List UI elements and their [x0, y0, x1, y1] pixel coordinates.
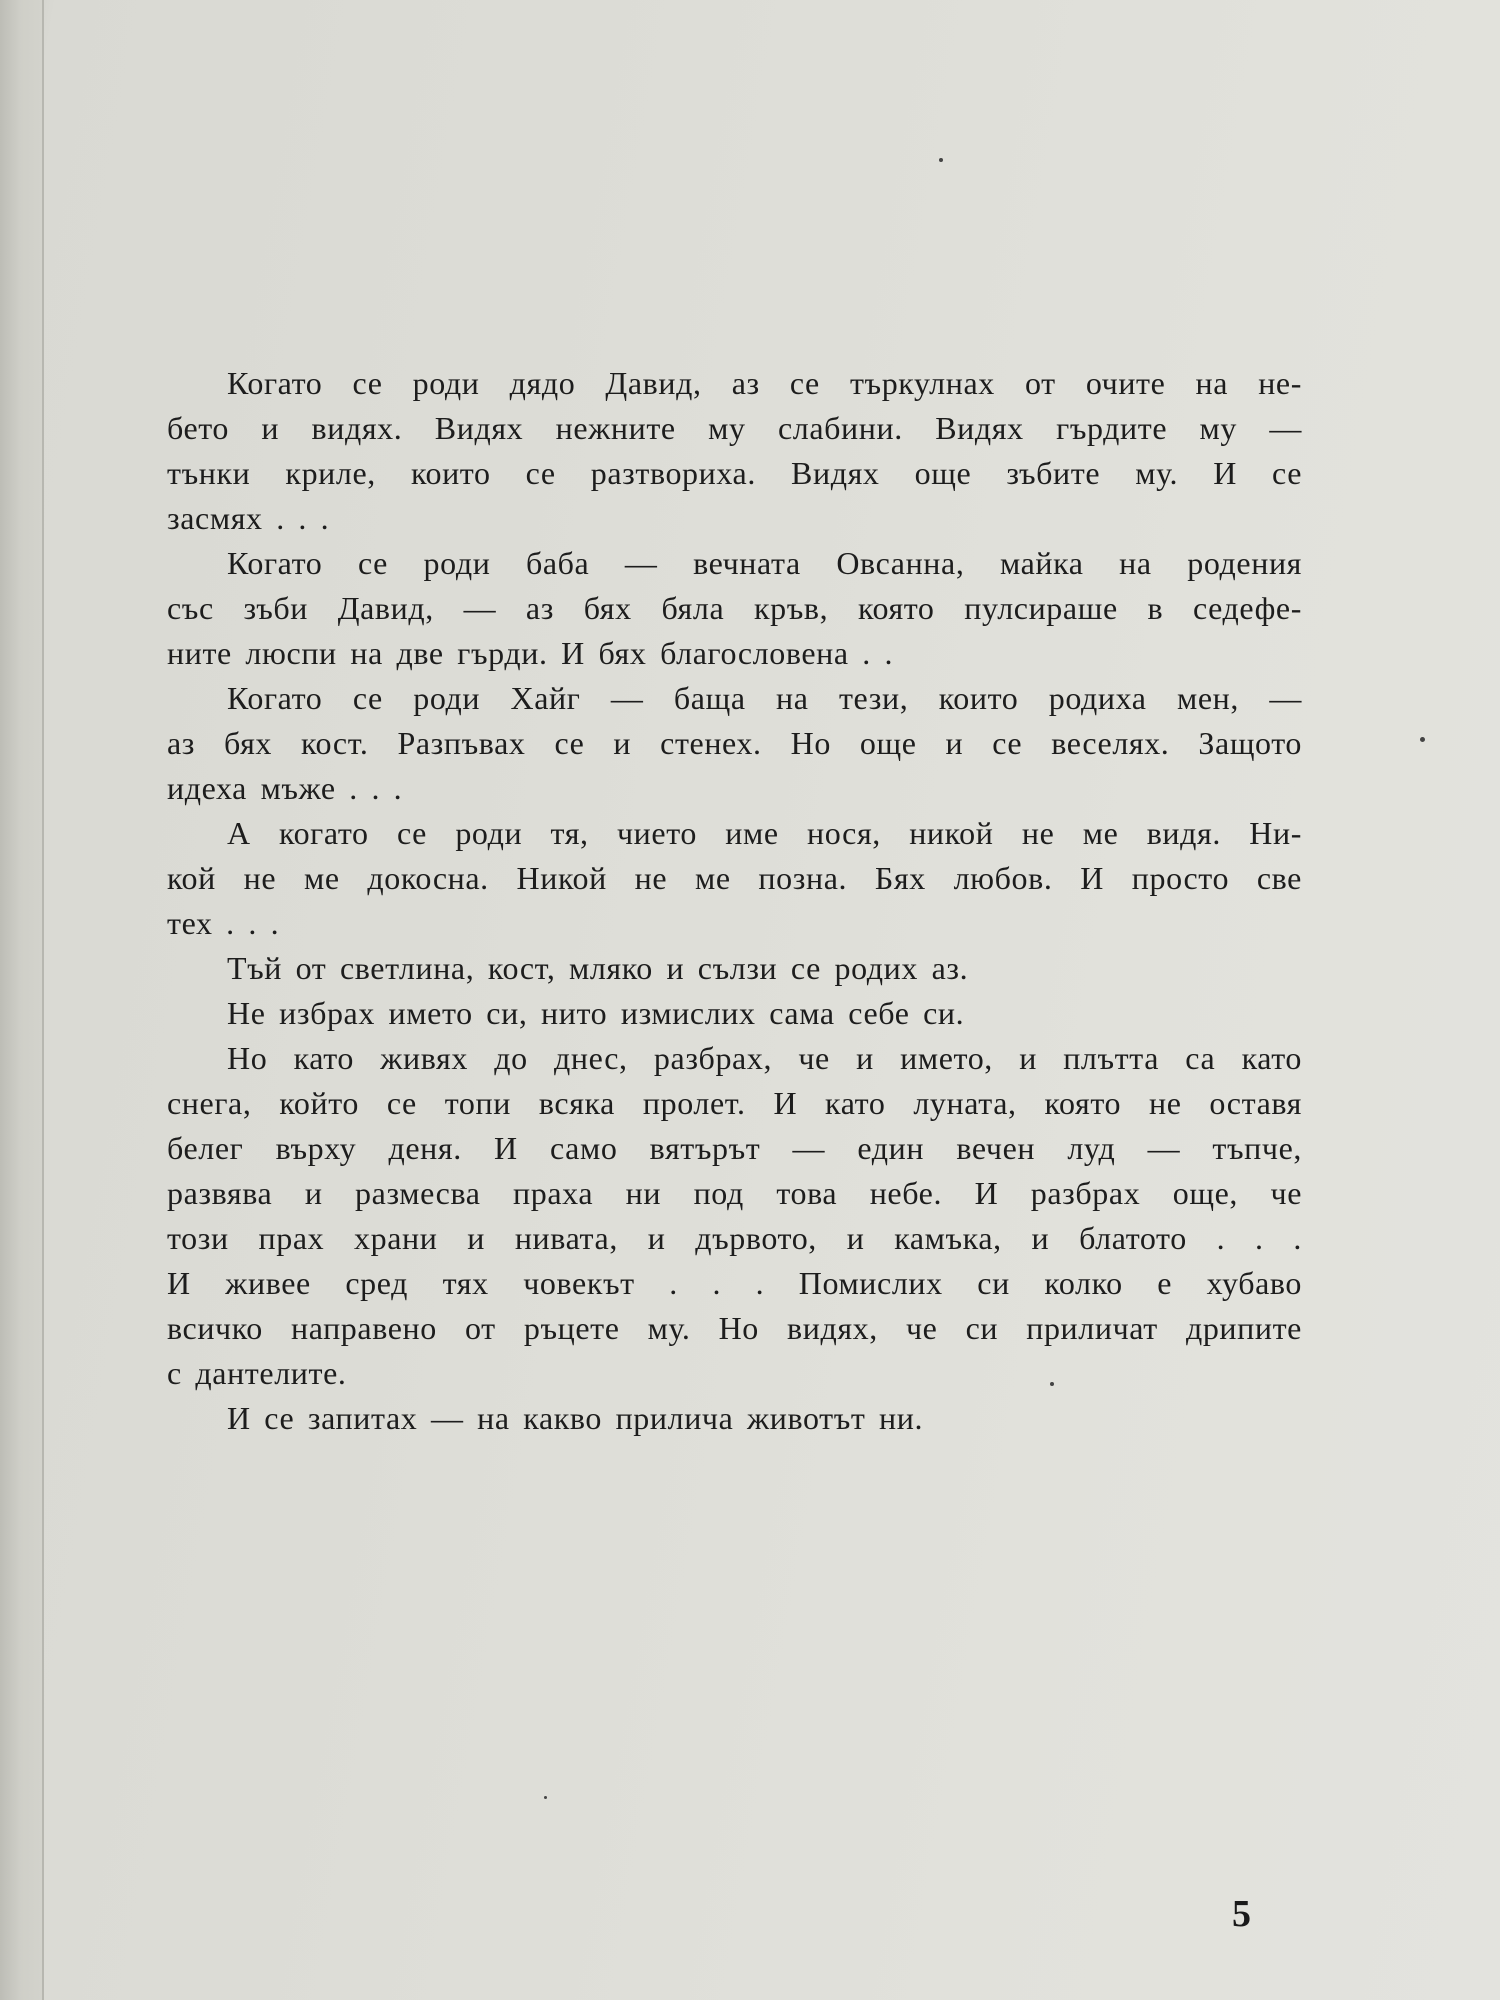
text-line: А когато се роди тя, чието име нося, никой не ме видя. Ни- — [227, 815, 1302, 851]
paper-speck — [1420, 737, 1425, 742]
text-line: И живее сред тях човекът . . . Помислих си колко е хубаво — [167, 1265, 1302, 1301]
body-text — [167, 361, 1302, 1441]
text-line: тънки криле, които се разтвориха. Видях още зъбите му. И се — [167, 455, 1302, 491]
paper-speck — [939, 158, 943, 162]
book-page — [42, 0, 1500, 2000]
text-line: със зъби Давид, — аз бях бяла кръв, която пулсираше в седефе- — [167, 590, 1302, 626]
text-line: Тъй от светлина, кост, мляко и сълзи се родих аз. — [227, 950, 969, 986]
text-line: бето и видях. Видях нежните му слабини. Видях гърдите му — — [167, 410, 1302, 446]
text-line: засмях . . . — [167, 500, 330, 536]
text-line: развява и размесва праха ни под това небе. И разбрах още, че — [167, 1175, 1302, 1211]
text-line: ните люспи на две гърди. И бях благословена . . — [167, 635, 894, 671]
text-line: кой не ме докосна. Никой не ме позна. Бях любов. И просто све — [167, 860, 1302, 896]
text-line: аз бях кост. Разпъвах се и стенех. Но още и се веселях. Защото — [167, 725, 1302, 761]
text-line: Не избрах името си, нито измислих сама себе си. — [227, 995, 965, 1031]
text-line: Когато се роди баба — вечната Овсанна, майка на родения — [227, 545, 1302, 581]
text-line: този прах храни и нивата, и дървото, и камъка, и блатото . . . — [167, 1220, 1302, 1256]
text-line: Когато се роди дядо Давид, аз се търкулнах от очите на не- — [227, 365, 1302, 401]
text-line: Но като живях до днес, разбрах, че и името, и плътта са като — [227, 1040, 1302, 1076]
text-line: Когато се роди Хайг — баща на тези, които родиха мен, — — [227, 680, 1302, 716]
paper-speck — [544, 1796, 547, 1799]
text-line: И се запитах — на какво прилича животът ни. — [227, 1400, 924, 1436]
text-line: тех . . . — [167, 905, 280, 941]
text-line: белег върху деня. И само вятърът — един вечен луд — тъпче, — [167, 1130, 1302, 1166]
text-line: снега, който се топи всяка пролет. И като луната, която не оставя — [167, 1085, 1302, 1121]
text-line: идеха мъже . . . — [167, 770, 403, 806]
text-line: всичко направено от ръцете му. Но видях, че си приличат дрипите — [167, 1310, 1302, 1346]
paper-speck — [1050, 1382, 1054, 1386]
text-line: с дантелите. — [167, 1355, 347, 1391]
page-number: 5 — [1232, 1893, 1251, 1935]
book-spine-shadow — [0, 0, 44, 2000]
